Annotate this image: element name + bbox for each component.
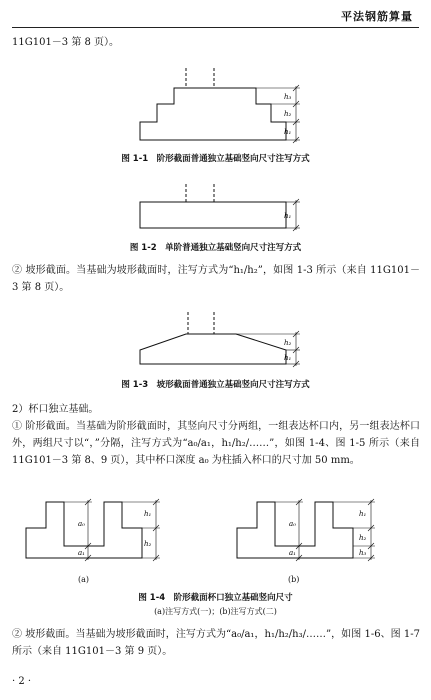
dim-label-h2: h₂ [144, 540, 152, 548]
paragraph-1: 11G101－3 第 8 页）。 [12, 37, 120, 48]
dim-label-h1: h₁ [284, 128, 292, 136]
dim-label-h3: h₃ [359, 549, 367, 557]
dim-label-h3: h₃ [284, 93, 292, 101]
figure-1-1-diagram [0, 60, 431, 150]
dim-label-a1: a₁ [78, 549, 85, 557]
dim-label-h1: h₁ [359, 510, 367, 518]
figure-1-4a-diagram [0, 490, 215, 570]
page-number: · 2 · [12, 676, 32, 687]
dim-label-a1: a₁ [289, 549, 296, 557]
paragraph-5: ② 坡形截面。当基础为坡形截面时，注写方式为“a₀/a₁，h₁/h₂/h₃/……”，如图 1-6、图 1-7 所示（来自 11G101－3 第 9 页）。 [12, 629, 420, 657]
dim-label-h1: h₁ [144, 510, 152, 518]
figure-1-3-diagram [0, 300, 431, 372]
paragraph-4: ① 阶形截面。当基础为阶形截面时，其竖向尺寸分两组，一组表达杯口内，另一组表达杯口外，两组尺寸以“，”分隔，注写方式为“a₀/a₁，h₁/h₂/……”，如图 1-4、图 1-5 所示（来自 11G101－3 第 8、9 页），其中杯口深度 a₀ 为柱插入杯口的尺寸加 50 mm。 [12, 421, 420, 466]
figure-1-2-diagram [0, 178, 431, 238]
figure-1-4-subcaption: (a)注写方式(一)；(b)注写方式(二) [154, 607, 277, 616]
dim-label-a0: a₀ [289, 520, 296, 528]
dim-label-h2: h₂ [284, 339, 292, 347]
figure-1-4-caption: 图 1-4 阶形截面杯口独立基础竖向尺寸 [138, 593, 293, 603]
paragraph-3: 2）杯口独立基础。 [12, 404, 99, 415]
figure-1-3-caption: 图 1-3 坡形截面普通独立基础竖向尺寸注写方式 [121, 380, 310, 390]
dim-label-h1: h₁ [284, 212, 292, 220]
figure-1-1-caption: 图 1-1 阶形截面普通独立基础竖向尺寸注写方式 [121, 154, 310, 164]
dim-label-h2: h₂ [359, 534, 367, 542]
dim-label-h2: h₂ [284, 110, 292, 118]
figure-1-4a-label: (a) [78, 575, 90, 584]
figure-1-4b-label: (b) [288, 575, 300, 584]
header-rule [12, 27, 419, 28]
dim-label-a0: a₀ [78, 520, 85, 528]
figure-1-4b-diagram [215, 490, 431, 570]
running-header: 平法钢筋算量 [341, 10, 413, 23]
dim-label-h1: h₁ [284, 354, 292, 362]
paragraph-2: ② 坡形截面。当基础为坡形截面时，注写方式为“h₁/h₂”，如图 1-3 所示（来自 11G101－3 第 8 页）。 [12, 265, 420, 293]
figure-1-2-caption: 图 1-2 单阶普通独立基础竖向尺寸注写方式 [129, 243, 302, 253]
